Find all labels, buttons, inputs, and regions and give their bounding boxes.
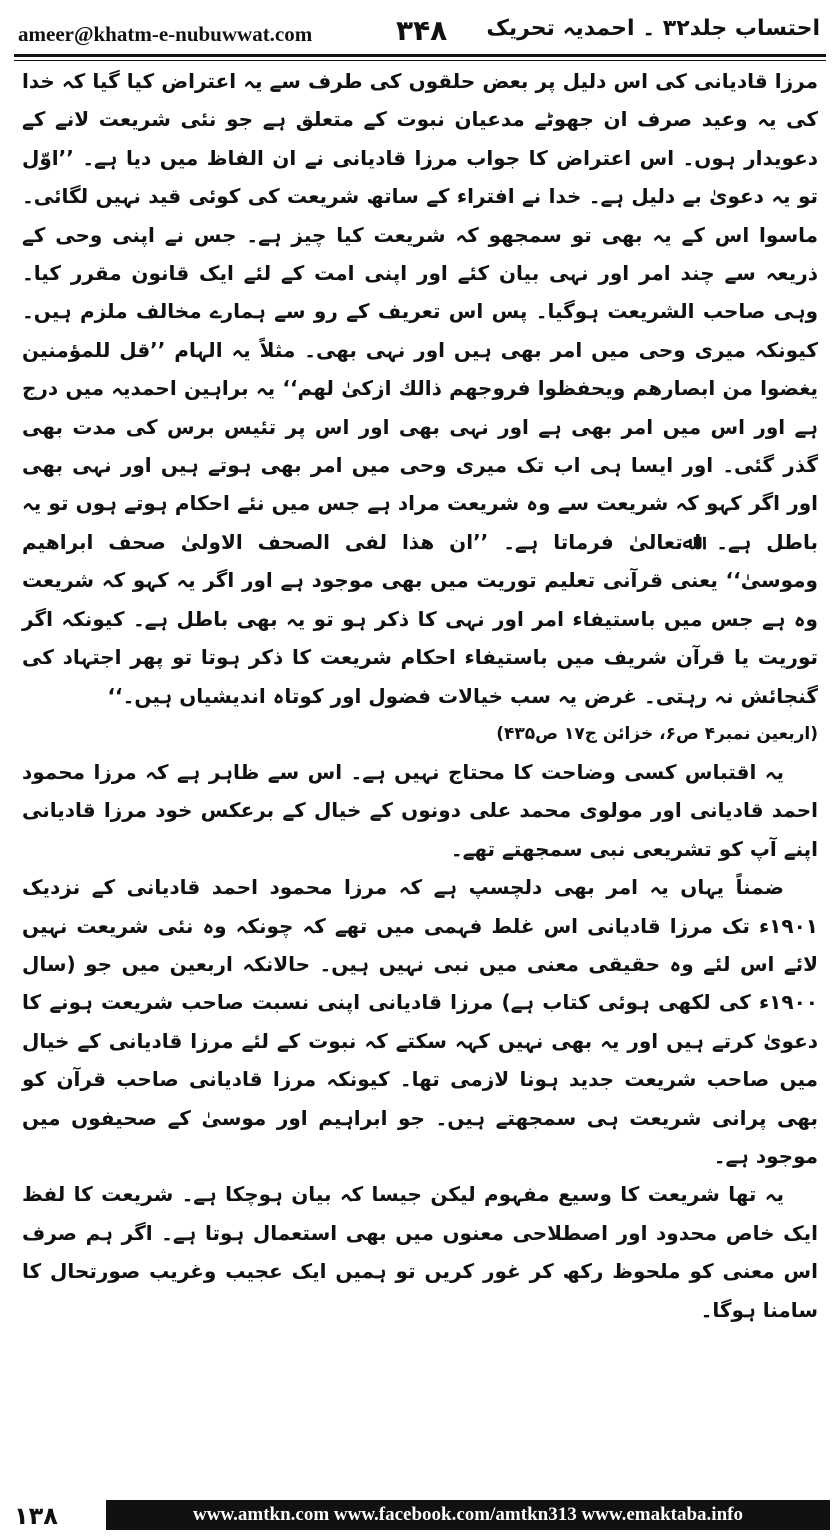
footer-links: www.amtkn.com www.facebook.com/amtkn313 www.emaktaba.info: [106, 1500, 830, 1530]
paragraph-commentary: یہ اقتباس کسی وضاحت کا محتاج نہیں ہے۔ اس سے ظاہر ہے کہ مرزا محمود احمد قادیانی اور مولوی محمد علی دونوں کے خیال کے برعکس خود مرزا قادیانی اپنے آپ کو تشریعی نبی سمجھتے تھے۔: [22, 759, 818, 861]
paragraph-conclusion: یہ تھا شریعت کا وسیع مفہوم لیکن جیسا کہ بیان ہوچکا ہے۔ شریعت کا لفظ ایک خاص محدود اور اصطلاحی معنوں میں بھی استعمال ہوتا ہے۔ اگر ہم صرف اس معنی کو ملحوظ رکھ کر غور کریں تو ہمیں ایک عجیب وغریب صورتحال کا سامنا ہوگا۔: [22, 1182, 818, 1322]
paragraph-incidentally: ضمناً یہاں یہ امر بھی دلچسپ ہے کہ مرزا محمود احمد قادیانی کے نزدیک ۱۹۰۱ء تک مرزا قادیانی اس غلط فہمی میں تھے کہ چونکہ وہ نئی شریعت نہیں لائے اس لئے وہ حقیقی معنی میں نبی نہیں ہیں۔ حالانکہ اربعین میں جو (سال ۱۹۰۰ء کی لکھی ہوئی کتاب ہے) مرزا قادیانی اپنی نسبت صاحب شریعت ہونے کا دعویٰ کرتے ہیں اور یہ بھی نہیں کہہ سکتے کہ نبوت کے لئے مرزا قادیانی کے خیال میں صاحب شریعت جدید ہونا لازمی تھا۔ کیونکہ مرزا قادیانی صاحب قرآن کو بھی پرانی شریعت ہی سمجھتے ہیں۔ جو ابراہیم اور موسیٰ کے صحیفوں میں موجود ہے۔: [22, 875, 818, 1168]
body-text: [22, 62, 818, 1329]
page-footer: [10, 1500, 830, 1532]
header-email: ameer@khatm-e-nubuwwat.com: [18, 22, 313, 46]
header-rule: [14, 54, 826, 57]
header-page-number: ۳۴۸: [396, 14, 448, 47]
paragraph-quotation: مرزا قادیانی کی اس دلیل پر بعض حلقوں کی طرف سے یہ اعتراض کیا گیا کہ خدا کی یہ وعید صرف ان جھوٹے مدعیان نبوت کے متعلق ہے جو نئی شریعت لانے کے دعویدار ہوں۔ اس اعتراض کا جواب مرزا قادیانی نے ان الفاظ میں دیا ہے۔ ’’اوّل تو یہ دعویٰ بے دلیل ہے۔ خدا نے افتراء کے ساتھ شریعت کی کوئی قید نہیں لگائی۔ ماسوا اس کے یہ بھی تو سمجھو کہ شریعت کیا چیز ہے۔ جس نے اپنی وحی کے ذریعہ سے چند امر اور نہی بیان کئے اور اپنی امت کے لئے ایک قانون مقرر کیا۔ وہی صاحب الشریعت ہوگیا۔ پس اس تعریف کے رو سے ہمارے مخالف ملزم ہیں۔ کیونکہ میری وحی میں امر بھی ہیں اور نہی بھی۔ مثلاً یہ الہام ’’قل للمؤمنین یغضوا من ابصارھم ویحفظوا فروجھم ذالك ازکیٰ لھم‘‘ یہ براہین احمدیہ میں درج ہے اور اس میں امر بھی ہے اور نہی بھی اور اس پر تئیس برس کی مدت بھی گذر گئی۔ اور ایسا ہی اب تک میری وحی میں امر بھی ہوتے ہیں اور نہی بھی اور اگر کہو کہ شریعت سے وہ شریعت مراد ہے جس میں نئے احکام ہوتے ہوں تو یہ باطل ہے۔ اﷲتعالیٰ فرماتا ہے۔ ’’ان ھذا لفی الصحف الاولیٰ صحف ابراھیم وموسیٰ‘‘ یعنی قرآنی تعلیم توریت میں بھی موجود ہے اور اگر یہ کہو کہ شریعت وہ ہے جس میں باستیفاء امر اور نہی کا ذکر ہو تو یہ بھی باطل ہے۔ کیونکہ اگر توریت یا قرآن شریف میں باستیفاء احکام شریعت کا ذکر ہوتا تو پھر اجتہاد کی گنجائش نہ رہتی۔ غرض یہ سب خیالات فضول اور کوتاہ اندیشیاں ہیں۔‘‘: [22, 69, 818, 708]
reference-citation: (اربعین نمبر۴ ص۶، خزائن ج۱۷ ص۴۳۵): [496, 723, 818, 744]
footer-page-number: ۱۳۸: [14, 1502, 58, 1530]
header-title: احتساب جلد۳۲ ۔ احمدیہ تحریک: [486, 16, 820, 41]
page-header: [14, 10, 826, 54]
header-rule-thin: [14, 60, 826, 61]
